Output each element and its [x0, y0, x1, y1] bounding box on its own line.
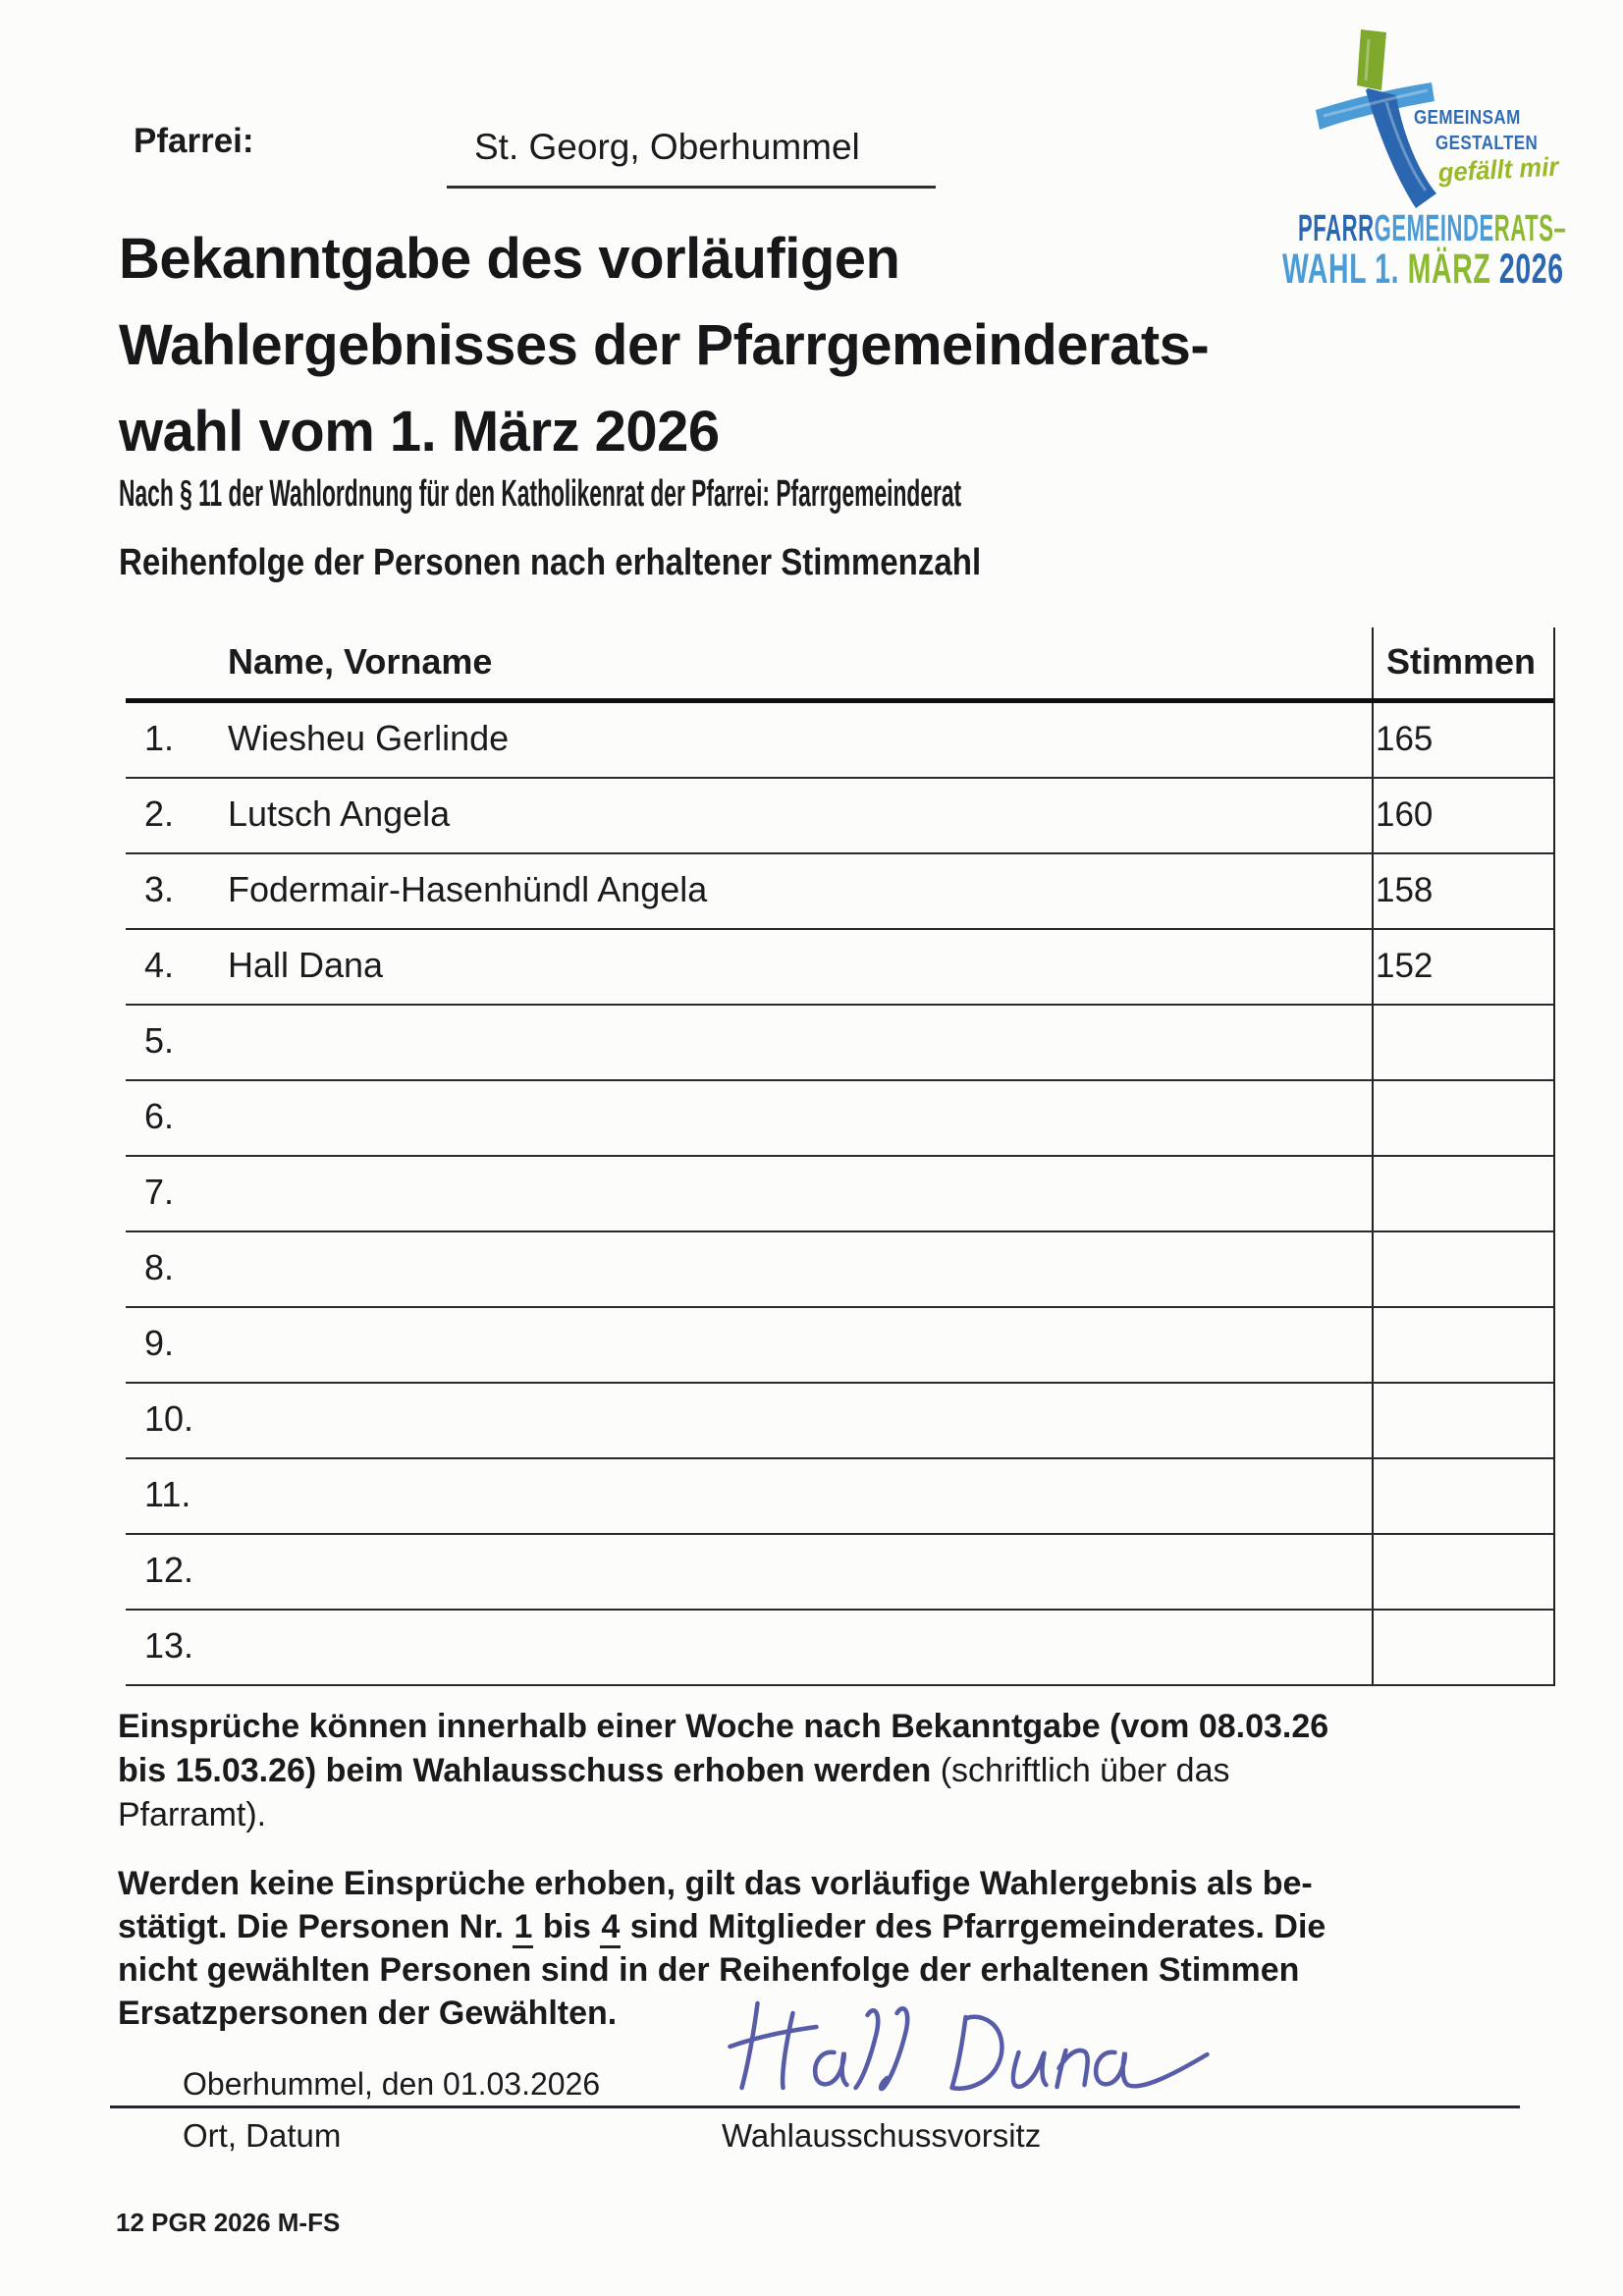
paragraph-line	[118, 1705, 1328, 1749]
signature	[722, 1990, 1217, 2114]
underlined-number: 4	[600, 1908, 621, 1948]
text-run: bis	[533, 1908, 601, 1945]
row-name: Wiesheu Gerlinde	[228, 718, 510, 758]
row-number: 8.	[144, 1247, 175, 1287]
table-row	[126, 1459, 1553, 1535]
row-number: 4.	[144, 945, 175, 985]
section-heading: Reihenfolge der Personen nach erhaltener Stimmenzahl	[119, 542, 982, 583]
document-subtitle: Nach § 11 der Wahlordnung für den Katholikenrat der Pfarrei: Pfarrgemeinderat	[119, 473, 962, 515]
wordmark-part-rats: RATS–	[1493, 208, 1567, 249]
row-number: 11.	[144, 1474, 191, 1514]
table-row	[126, 1611, 1553, 1686]
row-votes: 160	[1376, 795, 1434, 834]
signature-line	[110, 2105, 1520, 2108]
column-header-votes: Stimmen	[1386, 641, 1537, 682]
pfarrei-underline	[447, 186, 936, 189]
text-run: Einsprüche können innerhalb einer Woche nach Bekanntgabe (vom 08.03.26	[118, 1708, 1329, 1745]
objection-paragraph	[118, 1705, 1328, 1837]
table-header-row	[126, 628, 1553, 703]
text-run: sind Mitglieder des Pfarrgemeinderates. Die	[621, 1908, 1326, 1945]
column-header-name: Name, Vorname	[228, 641, 493, 682]
row-number: 1.	[144, 718, 175, 758]
table-row	[126, 1006, 1553, 1081]
row-votes: 158	[1376, 871, 1434, 909]
text-run: nicht gewählten Personen sind in der Reihenfolge der erhaltenen Stimmen	[118, 1951, 1300, 1989]
wordmark-part-maerz: MÄRZ	[1407, 246, 1499, 293]
row-number: 12.	[144, 1550, 194, 1590]
logo-text-gemeinsam: GEMEINSAM	[1414, 107, 1521, 129]
table-row	[126, 1232, 1553, 1308]
row-number: 3.	[144, 869, 175, 909]
table-row	[126, 1384, 1553, 1459]
table-row	[126, 703, 1553, 779]
results-table	[126, 628, 1555, 1686]
place-date: Oberhummel, den 01.03.2026	[183, 2066, 601, 2102]
underlined-number: 1	[513, 1908, 533, 1948]
wordmark-part-2026: 2026	[1498, 246, 1564, 293]
wordmark-part-wahl: WAHL 1.	[1282, 246, 1408, 293]
text-run: stätigt. Die Personen Nr.	[118, 1908, 514, 1945]
table-row	[126, 779, 1553, 854]
paragraph-line	[118, 1749, 1328, 1793]
row-number: 2.	[144, 793, 175, 834]
row-number: 10.	[144, 1398, 194, 1439]
pfarrei-value: St. Georg, Oberhummel	[474, 127, 860, 167]
row-number: 9.	[144, 1323, 175, 1363]
row-name: Hall Dana	[228, 945, 384, 985]
pfarrei-label: Pfarrei:	[134, 122, 254, 160]
table-row	[126, 930, 1553, 1006]
wordmark-part-gemeinde: GEMEINDE	[1374, 208, 1494, 249]
paragraph-line	[118, 1905, 1325, 1948]
paragraph-line	[118, 1948, 1325, 1992]
table-row	[126, 1535, 1553, 1611]
text-run: Ersatzpersonen der Gewählten.	[118, 1995, 618, 2032]
row-number: 7.	[144, 1172, 175, 1212]
paragraph-line	[118, 1793, 1328, 1837]
table-row	[126, 1308, 1553, 1384]
form-code: 12 PGR 2026 M-FS	[116, 2208, 341, 2237]
row-name: Lutsch Angela	[228, 793, 451, 834]
row-votes: 165	[1376, 720, 1434, 758]
logo-text-gestalten: GESTALTEN	[1435, 133, 1539, 154]
text-run: Werden keine Einsprüche erhoben, gilt das vorläufige Wahlergebnis als be-	[118, 1865, 1313, 1902]
row-number: 5.	[144, 1020, 175, 1061]
text-run: Pfarramt).	[118, 1796, 267, 1833]
document-title	[119, 216, 1209, 475]
logo-wordmark-line1	[1298, 208, 1566, 250]
table-row	[126, 854, 1553, 930]
row-name: Fodermair-Hasenhündl Angela	[228, 869, 708, 909]
row-votes: 152	[1376, 947, 1434, 985]
title-line-3: wahl vom 1. März 2026	[119, 400, 720, 464]
row-number: 6.	[144, 1096, 175, 1136]
logo-wordmark-line2	[1282, 246, 1564, 294]
caption-ort-datum: Ort, Datum	[183, 2117, 342, 2154]
table-row	[126, 1157, 1553, 1232]
logo-tagline: gefällt mir	[1437, 151, 1559, 188]
table-row	[126, 1081, 1553, 1157]
caption-wahlausschussvorsitz: Wahlausschussvorsitz	[722, 2117, 1042, 2154]
wordmark-part-pfarr: PFARR	[1298, 208, 1375, 249]
text-run: bis 15.03.26) beim Wahlausschuss erhoben werden	[118, 1752, 932, 1789]
row-number: 13.	[144, 1625, 194, 1666]
text-run: (schriftlich über das	[931, 1752, 1230, 1789]
paragraph-line	[118, 1862, 1325, 1905]
title-line-2: Wahlergebnisses der Pfarrgemeinderats-	[119, 313, 1210, 377]
title-line-1: Bekanntgabe des vorläufigen	[119, 227, 900, 291]
